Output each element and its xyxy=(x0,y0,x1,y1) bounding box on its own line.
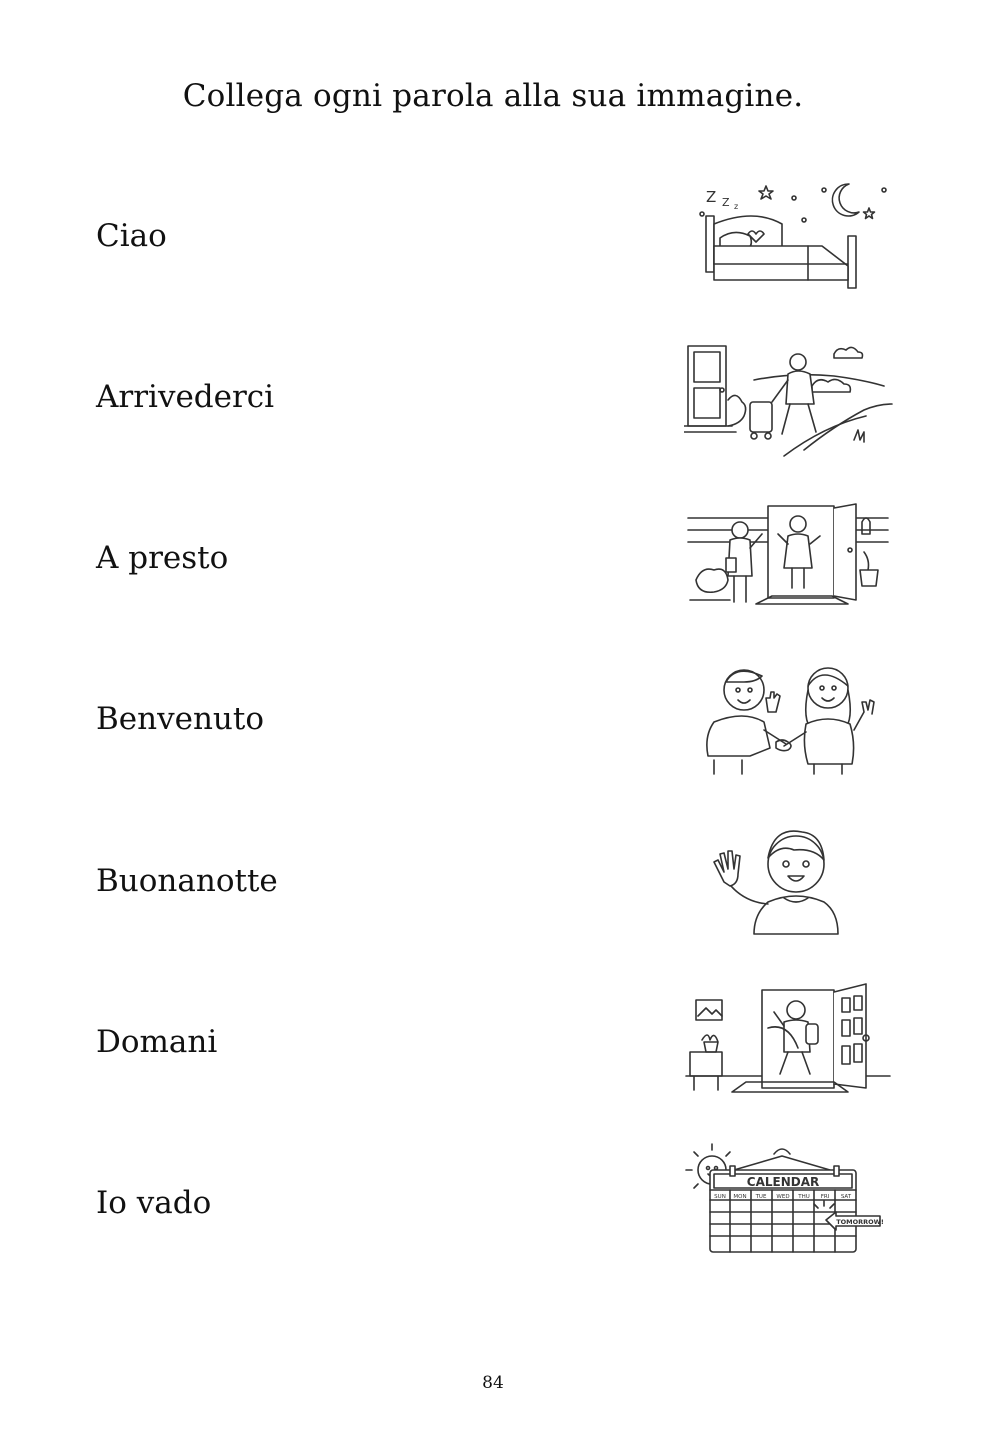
svg-text:z: z xyxy=(734,202,739,211)
word-benvenuto[interactable]: Benvenuto xyxy=(96,701,265,737)
tomorrow-tag: TOMORROW! xyxy=(836,1218,884,1226)
handshake-icon[interactable] xyxy=(684,660,894,780)
word-arrivederci[interactable]: Arrivederci xyxy=(96,379,275,415)
word-ciao[interactable]: Ciao xyxy=(96,218,167,254)
svg-text:Z: Z xyxy=(706,188,717,206)
svg-text:SAT: SAT xyxy=(840,1194,852,1200)
svg-text:Z: Z xyxy=(722,196,730,209)
page-number: 84 xyxy=(482,1373,504,1393)
word-a-presto[interactable]: A presto xyxy=(96,540,229,576)
boy-leaving-door-icon[interactable] xyxy=(684,980,894,1100)
calendar-tomorrow-icon[interactable] xyxy=(684,1142,894,1262)
word-io-vado[interactable]: Io vado xyxy=(96,1185,212,1221)
svg-text:FRI: FRI xyxy=(820,1194,830,1200)
svg-text:MON: MON xyxy=(733,1194,747,1200)
waving-boy-icon[interactable] xyxy=(684,820,894,940)
svg-text:WED: WED xyxy=(776,1194,790,1200)
word-buonanotte[interactable]: Buonanotte xyxy=(96,863,278,899)
svg-text:THU: THU xyxy=(798,1194,810,1200)
calendar-heading: CALENDAR xyxy=(746,1175,820,1189)
word-domani[interactable]: Domani xyxy=(96,1024,218,1060)
svg-text:TUE: TUE xyxy=(755,1194,767,1200)
page-title: Collega ogni parola alla sua immagine. xyxy=(182,78,804,114)
bed-night-icon[interactable] xyxy=(684,176,894,296)
svg-text:SUN: SUN xyxy=(714,1194,726,1200)
welcome-at-door-icon[interactable] xyxy=(684,500,894,620)
leaving-with-suitcase-icon[interactable] xyxy=(684,340,894,460)
